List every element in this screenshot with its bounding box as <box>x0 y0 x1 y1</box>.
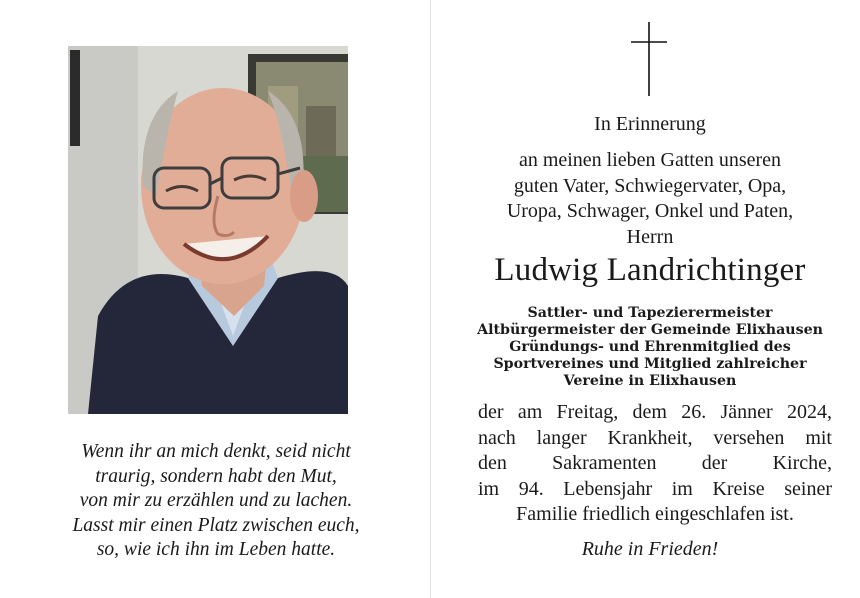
dedication-line: an meinen lieben Gatten unseren <box>518 149 782 171</box>
poem-line: traurig, sondern habt den Mut, <box>95 465 337 487</box>
portrait-illustration <box>68 46 348 414</box>
honor-line: Vereine in Elixhausen <box>563 373 737 389</box>
honor-line: Sattler- und Tapezierermeister <box>527 305 773 321</box>
passing-line: im 94. Lebensjahr im Kreise seiner <box>478 477 832 500</box>
poem-line: Wenn ihr an mich denkt, seid nicht <box>81 441 351 462</box>
poem-line: von mir zu erzählen und zu lachen. <box>79 490 353 511</box>
passing-line: nach langer Krankheit, versehen mit <box>478 426 832 449</box>
dedication-text <box>440 148 860 250</box>
memory-heading: In Erinnerung <box>594 113 706 135</box>
closing-phrase: Ruhe in Frieden! <box>581 538 719 560</box>
memorial-text-panel <box>440 0 860 598</box>
dedication-line: Uropa, Schwager, Onkel und Paten, <box>506 200 794 222</box>
passing-line: Familie friedlich eingeschlafen ist. <box>516 503 794 525</box>
poem-line: Lasst mir einen Platz zwischen euch, <box>72 514 360 536</box>
passing-notice <box>478 400 832 528</box>
passing-line: der am Freitag, dem 26. Jänner 2024, <box>478 401 832 423</box>
cross-icon <box>629 22 669 96</box>
portrait-photo <box>68 46 348 414</box>
honor-line: Gründungs- und Ehrenmitglied des <box>509 339 791 355</box>
honors-list <box>440 305 860 390</box>
memorial-poem <box>24 440 408 563</box>
honor-line: Sportvereines und Mitglied zahlreicher <box>493 356 807 372</box>
poem-line: so, wie ich ihn im Leben hatte. <box>96 539 336 560</box>
deceased-name: Ludwig Landrichtinger <box>494 252 806 288</box>
passing-line: den Sakramenten der Kirche, <box>478 452 832 474</box>
dedication-line: guten Vater, Schwiegervater, Opa, <box>513 174 787 197</box>
honor-line: Altbürgermeister der Gemeinde Elixhausen <box>477 322 823 338</box>
card-fold <box>430 0 431 598</box>
dedication-line: Herrn <box>626 225 674 248</box>
